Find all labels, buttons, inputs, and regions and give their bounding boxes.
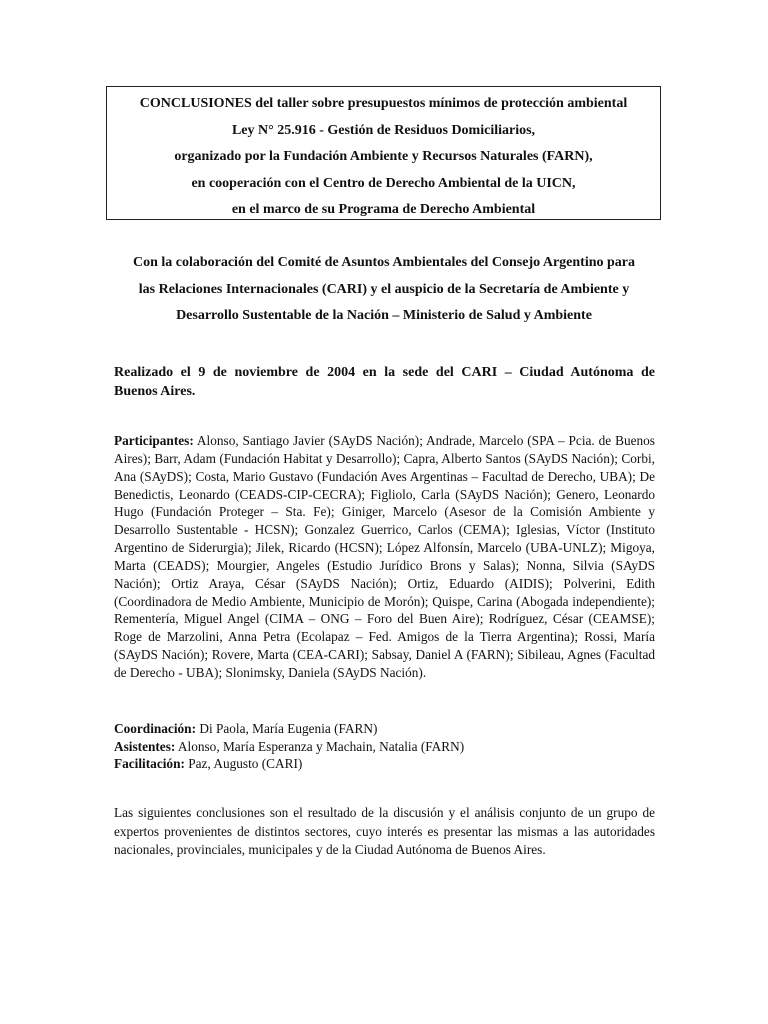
facilitation-line — [114, 755, 655, 773]
collaboration-line-3: Desarrollo Sustentable de la Nación – Ministerio de Salud y Ambiente — [176, 308, 592, 323]
coordination-value: Di Paola, María Eugenia (FARN) — [196, 721, 378, 736]
participants-list: Alonso, Santiago Javier (SAyDS Nación); Andrade, Marcelo (SPA – Pcia. de Buenos Aires); Barr, Adam (Fundación Habitat y Desarrollo); Capra, Alberto Santos (SAyDS Nación); Corbi, Ana (SAyDS); Costa, Mario Gustavo (Fundación Aves Argentinas – Facultad de Derecho, UBA); De Benedictis, Leonardo (CEADS-CIP-CECRA); Figliolo, Carla (SAyDS Nación); Genero, Leonardo Hugo (Fundación Proteger – Sta. Fe); Giniger, Marcelo (Asesor de la Comisión Ambiente y Desarrollo Sustentable - HCSN); Gonzalez Guerrico, Carlos (CEMA); Iglesias, Víctor (Instituto Argentino de Siderurgia); Jilek, Ricardo (HCSN); López Alfonsín, Marcelo (UBA-UNLZ); Migoya, Marta (CEADS); Mourgier, Angeles (Estudio Jurídico Brons y Salas); Nonna, Silvia (SAyDS Nación); Ortiz Araya, César (SAyDS Nación); Ortiz, Eduardo (AIDIS); Polverini, Edith (Coordinadora de Medio Ambiente, Municipio de Morón); Quispe, Carina (Abogada independiente); Rementería, Miguel Angel (CIMA – ONG – Foro del Buen Aire); Rodríguez, César (CEAMSE); Roge de Marzolini, Anna Petra (Ecolapaz – Fed. Amigos de la Tierra Argentina); Rossi, María (SAyDS Nación); Rovere, Marta (CEA-CARI); Sabsay, Daniel A (FARN); Sibileau, Agnes (Facultad de Derecho - UBA); Slonimsky, Daniela (SAyDS Nación). — [114, 433, 655, 680]
facilitation-label: Facilitación: — [114, 756, 185, 771]
collaboration-line-2: las Relaciones Internacionales (CARI) y el auspicio de la Secretaría de Ambiente y — [138, 281, 630, 297]
event-date-line-1: Realizado el 9 de noviembre de 2004 en la sede del CARI – Ciudad Autónoma de — [114, 365, 655, 380]
event-date-line-2: Buenos Aires. — [114, 384, 196, 399]
title-line-3: organizado por la Fundación Ambiente y Recursos Naturales (FARN), — [174, 149, 593, 164]
conclusion-paragraph: Las siguientes conclusiones son el resultado de la discusión y el análisis conjunto de un grupo de expertos provenientes de distintos sectores, cuyo interés es presentar las mismas a las autoridades nacionales, provinciales, municipales y de la Ciudad Autónoma de Buenos Aires. — [114, 805, 655, 857]
roles-block — [114, 720, 655, 773]
assistants-line — [114, 738, 655, 756]
collaboration-paragraph — [110, 250, 658, 330]
participants-label: Participantes: — [114, 433, 194, 448]
event-date-location — [114, 363, 655, 401]
participants-paragraph — [114, 432, 655, 682]
title-line-1: CONCLUSIONES del taller sobre presupuestos mínimos de protección ambiental — [139, 96, 628, 111]
assistants-label: Asistentes: — [114, 738, 176, 754]
assistants-value: Alonso, María Esperanza y Machain, Natalia (FARN) — [175, 738, 465, 754]
title-box — [106, 86, 661, 220]
collaboration-line-1: Con la colaboración del Comité de Asuntos Ambientales del Consejo Argentino para — [132, 255, 636, 270]
coordination-line — [114, 720, 655, 738]
title-line-2: Ley N° 25.916 - Gestión de Residuos Domiciliarios, — [231, 122, 536, 138]
facilitation-value: Paz, Augusto (CARI) — [184, 756, 303, 771]
title-line-5: en el marco de su Programa de Derecho Ambiental — [231, 202, 536, 217]
title-line-4: en cooperación con el Centro de Derecho Ambiental de la UICN, — [191, 175, 576, 191]
coordination-label: Coordinación: — [114, 721, 197, 736]
